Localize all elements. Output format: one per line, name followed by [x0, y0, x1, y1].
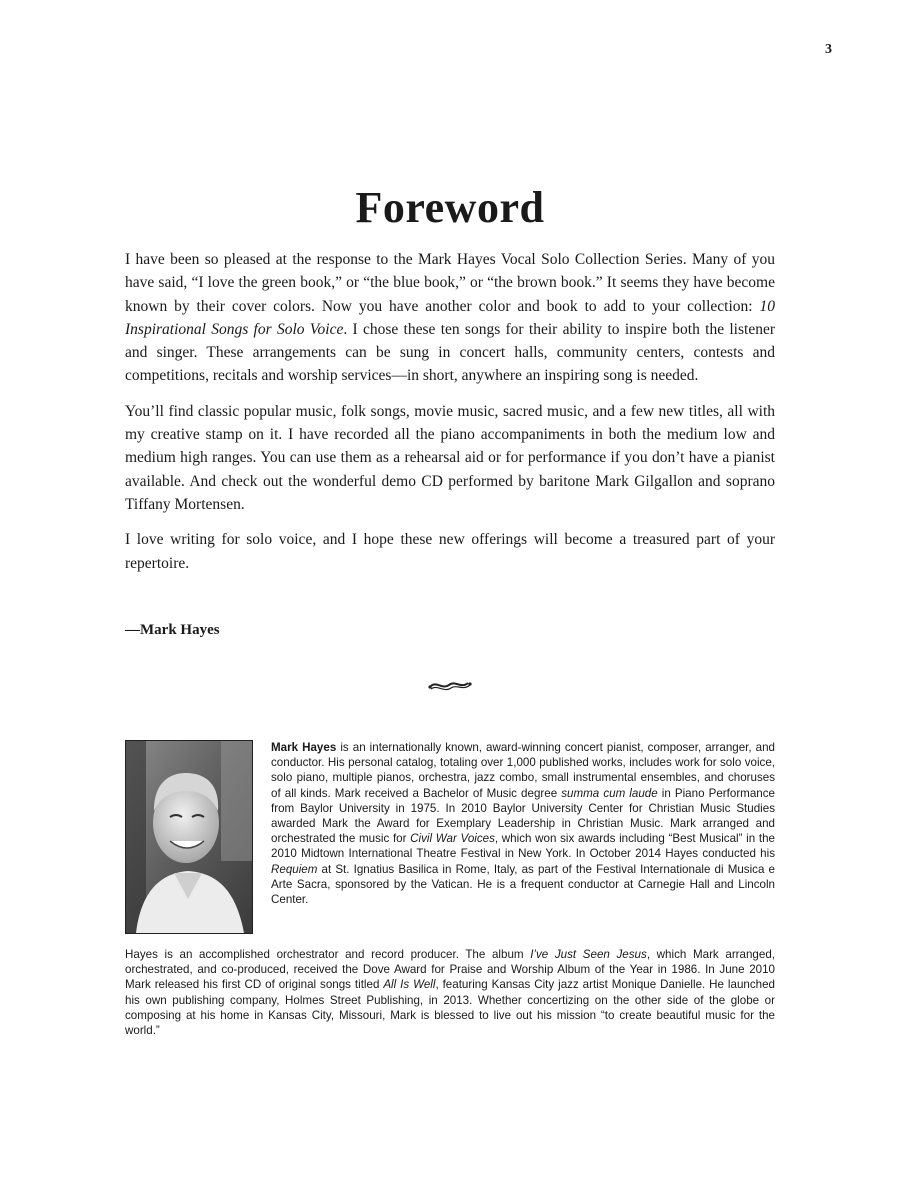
flourish-ornament-icon	[427, 676, 473, 694]
foreword-p1-text-end: . I chose these ten songs for their ability to inspire both the listener and singer. These arrangements can be sung in concert halls, community centers, contests and competitions, recitals and worship services—in short, anywhere an inspiring song is needed.	[125, 320, 775, 385]
bio-italic-show-title: Civil War Voices	[410, 832, 495, 846]
bio-italic-requiem: Requiem	[271, 862, 318, 876]
bio-italic-album: I’ve Just Seen Jesus	[530, 948, 647, 961]
book-title-italic: 10 Inspirational Songs for Solo Voice	[125, 297, 775, 338]
bio-paragraph-1	[271, 740, 775, 907]
foreword-paragraph-2: You’ll find classic popular music, folk songs, movie music, sacred music, and a few new titles, all with my creative stamp on it. I have recorded all the piano accompaniments in both the medium low and medium high ranges. You can use them as a rehearsal aid or for performance if you don’t have a pianist available. And check out the wonderful demo CD performed by baritone Mark Gilgallon and soprano Tiffany Mortensen.	[125, 402, 775, 513]
author-photo	[125, 740, 253, 934]
bio-italic-cd: All Is Well	[383, 978, 436, 992]
bio-text: , featuring Kansas City jazz artist Monique Danielle. He launched his own publishing company, Holmes Street Publishing, in 2013. Whether concertizing on the other side of the globe or composing at his home in Kansas City, Missouri, Mark is blessed to live out his mission “to create beautiful music for the world.”	[125, 978, 775, 1038]
bio-italic-honors: summa cum laude	[561, 786, 658, 800]
bio-text: , which won six awards including “Best Musical” in the 2010 Midtown International Theatre Festival in New York. In October 2014 Hayes conducted his	[271, 832, 775, 861]
page-title: Foreword	[355, 183, 545, 232]
bio-text: at St. Ignatius Basilica in Rome, Italy, as part of the Festival Internationale di Musica e Arte Sacra, sponsored by the Vatican. He is a frequent conductor at Carnegie Hall and Lincoln Center.	[271, 862, 775, 907]
page-number: 3	[825, 42, 832, 57]
bio-text: in Piano Performance from Baylor University in 1975. In 2010 Baylor University Center for Christian Music Studies awarded Mark the Award for Exemplary Leadership in Christian Music. Mark arranged and orchestrated the music for	[271, 786, 775, 846]
foreword-paragraph-1	[125, 248, 775, 388]
signature: —Mark Hayes	[125, 622, 220, 638]
bio-paragraph-2	[125, 947, 775, 1038]
foreword-body	[125, 248, 775, 587]
bio-text: Hayes is an accomplished orchestrator and record producer. The album	[125, 948, 531, 961]
bio-text: is an internationally known, award-winning concert pianist, composer, arranger, and conductor. His personal catalog, totaling over 1,000 published works, includes work for solo voice, solo piano, multiple pianos, orchestra, jazz combo, small instrumental ensembles, and choruses of all kinds. Mark received a Bachelor of Music degree	[271, 741, 775, 800]
bio-text: , which Mark arranged, orchestrated, and co-produced, received the Dove Award for Praise and Worship Album of the Year in 1986. In June 2010 Mark released his first CD of original songs titled	[125, 948, 775, 992]
bio-name: Mark Hayes	[271, 741, 337, 754]
foreword-paragraph-3: I love writing for solo voice, and I hope these new offerings will become a treasured part of your repertoire.	[125, 531, 775, 572]
foreword-p1-text: I have been so pleased at the response to the Mark Hayes Vocal Solo Collection Series. Many of you have said, “I love the green book,” or “the blue book,” or “the brown book.” It seems they have become known by their cover colors. Now you have another color and book to add to your collection:	[125, 251, 775, 315]
